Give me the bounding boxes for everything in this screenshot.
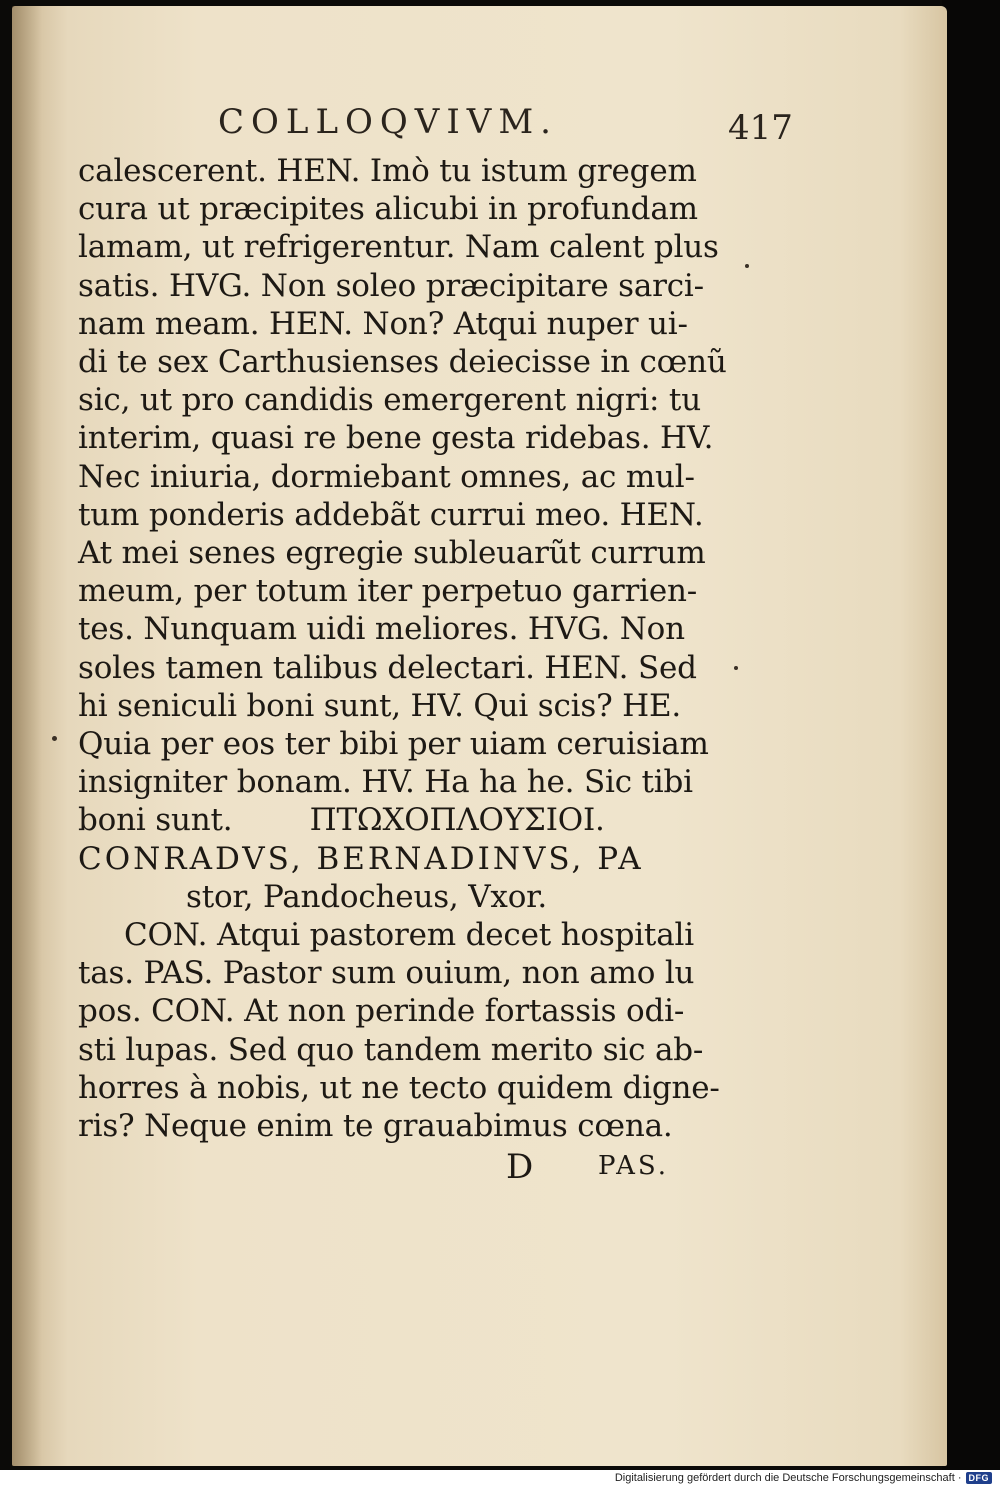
credit-text: Digitalisierung gefördert durch die Deutsche Forschungsgemeinschaft · [614, 1472, 962, 1484]
text-line: boni sunt. ΠΤΩΧΟΠΛΟΥΣΙΟΙ. [78, 802, 605, 839]
text-line: insigniter bonam. HV. Ha ha he. Sic tibi [78, 764, 693, 801]
signature-mark: D [506, 1147, 534, 1188]
running-title: COLLOQVIVM. [218, 102, 558, 142]
text-line: tas. PAS. Pastor sum ouium, non amo lu [78, 955, 695, 992]
gutter-shadow [12, 6, 42, 1466]
text-line: lamam, ut refrigerentur. Nam calent plus [78, 229, 719, 266]
ink-speck [52, 736, 57, 741]
text-line: sic, ut pro candidis emergerent nigri: tu [78, 382, 701, 419]
text-line: sti lupas. Sed quo tandem merito sic ab- [78, 1031, 704, 1068]
dfg-logo: DFG [966, 1472, 993, 1484]
text-line: satis. HVG. Non soleo præcipitare sarci- [78, 267, 704, 304]
ink-speck [745, 264, 749, 268]
text-line: cura ut præcipites alicubi in profundam [78, 191, 698, 228]
text-line: tum ponderis addebãt currui meo. HEN. [78, 496, 704, 533]
page-text-block [78, 102, 793, 1191]
text-line: ris? Neque enim te grauabimus cœna. [78, 1108, 673, 1145]
text-line: hi seniculi boni sunt, HV. Qui scis? HE. [78, 687, 682, 724]
text-line: soles tamen talibus delectari. HEN. Sed [78, 649, 697, 686]
text-line: pos. CON. At non perinde fortassis odi- [78, 993, 685, 1030]
digitization-credit [615, 1472, 992, 1484]
catchword: PAS. [598, 1151, 670, 1182]
scan-right-edge [942, 0, 1000, 1470]
dialogue-heading-continued: stor, Pandocheus, Vxor. [186, 878, 548, 915]
text-line: Quia per eos ter bibi per uiam ceruisiam [78, 726, 709, 763]
text-line: CON. Atqui pastorem decet hospitali [124, 917, 694, 954]
running-head [78, 102, 793, 152]
text-line: At mei senes egregie subleuarũt currum [78, 535, 706, 572]
text-line: tes. Nunquam uidi meliores. HVG. Non [78, 611, 685, 648]
page-number: 417 [728, 108, 793, 148]
text-line: meum, per totum iter perpetuo garrien- [78, 573, 698, 610]
text-line: calescerent. HEN. Imò tu istum gregem [78, 153, 697, 189]
dialogue-heading: CONRADVS, BERNADINVS, PA [78, 840, 644, 877]
text-line: interim, quasi re bene gesta ridebas. HV. [78, 420, 714, 457]
text-line: di te sex Carthusienses deiecisse in cœnũ [78, 344, 727, 381]
catchword-row [78, 1147, 738, 1191]
text-line: nam meam. HEN. Non? Atqui nuper ui- [78, 305, 688, 342]
text-line: Nec iniuria, dormiebant omnes, ac mul- [78, 458, 695, 495]
text-line: horres à nobis, ut ne tecto quidem digne- [78, 1069, 720, 1106]
